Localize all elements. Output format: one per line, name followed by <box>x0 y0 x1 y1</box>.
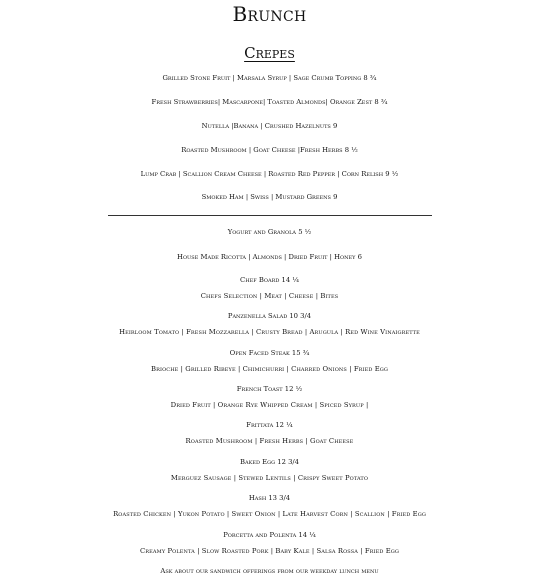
menu-item-name: Frittata 12 ¼ <box>246 421 293 429</box>
menu-item-name: Baked Egg 12 3/4 <box>239 458 300 466</box>
menu-item-name: Chef Board 14 ¼ <box>240 276 299 284</box>
menu-footer-note: Ask about our sandwich offerings from our weekday lunch menu <box>160 567 379 575</box>
menu-item-name: Hash 13 3/4 <box>248 494 291 502</box>
crepe-item: Nutella |Banana | Crushed Hazelnuts 9 <box>201 122 338 130</box>
menu-item-name: Porcetta and Polenta 14 ¼ <box>223 531 316 539</box>
crepe-item: Fresh Strawberries| Mascarpone| Toasted Almonds| Orange Zest 8 ¾ <box>151 98 388 106</box>
menu-item-description: Roasted Mushroom | Fresh Herbs | Goat Cheese <box>185 437 354 445</box>
crepe-item: Grilled Stone Fruit | Marsala Syrup | Sage Crumb Topping 8 ¾ <box>162 74 377 82</box>
crepe-item: Roasted Mushroom | Goat Cheese |Fresh Herbs 8 ½ <box>181 146 358 154</box>
crepe-item: Lump Crab | Scallion Cream Cheese | Roasted Red Pepper | Corn Relish 9 ½ <box>140 170 399 178</box>
menu-item-description: Brioche | Grilled Ribeye | Chimichurri | Charred Onions | Fried Egg <box>151 365 388 373</box>
section-title-crepes: Crepes <box>244 44 295 62</box>
menu-item-description: Dried Fruit | Orange Rye Whipped Cream | Spiced Syrup | <box>170 401 369 409</box>
menu-item-name: Panzenella Salad 10 3/4 <box>227 312 312 320</box>
crepe-item: Smoked Ham | Swiss | Mustard Greens 9 <box>201 193 338 201</box>
menu-item-name: French Toast 12 ½ <box>236 385 303 393</box>
menu-item-description: Heirloom Tomato | Fresh Mozzarella | Crusty Bread | Arugula | Red Wine Vinaigrette <box>119 328 420 336</box>
menu-item-name: Yogurt and Granola 5 ½ <box>227 228 312 236</box>
menu-item-description: Creamy Polenta | Slow Roasted Pork | Baby Kale | Salsa Rossa | Fried Egg <box>139 547 399 555</box>
menu-item-description: Chefs Selection | Meat | Cheese | Bites <box>200 292 339 300</box>
section-divider <box>108 215 432 216</box>
menu-item-name: House Made Ricotta | Almonds | Dried Fruit | Honey 6 <box>177 253 362 261</box>
menu-item-description: Merguez Sausage | Stewed Lentils | Crispy Sweet Potato <box>170 474 369 482</box>
menu-item-description: Roasted Chicken | Yukon Potato | Sweet Onion | Late Harvest Corn | Scallion | Fried Egg <box>113 510 426 518</box>
menu-title: Brunch <box>232 2 307 26</box>
menu-item-name: Open Faced Steak 15 ¾ <box>229 349 310 357</box>
